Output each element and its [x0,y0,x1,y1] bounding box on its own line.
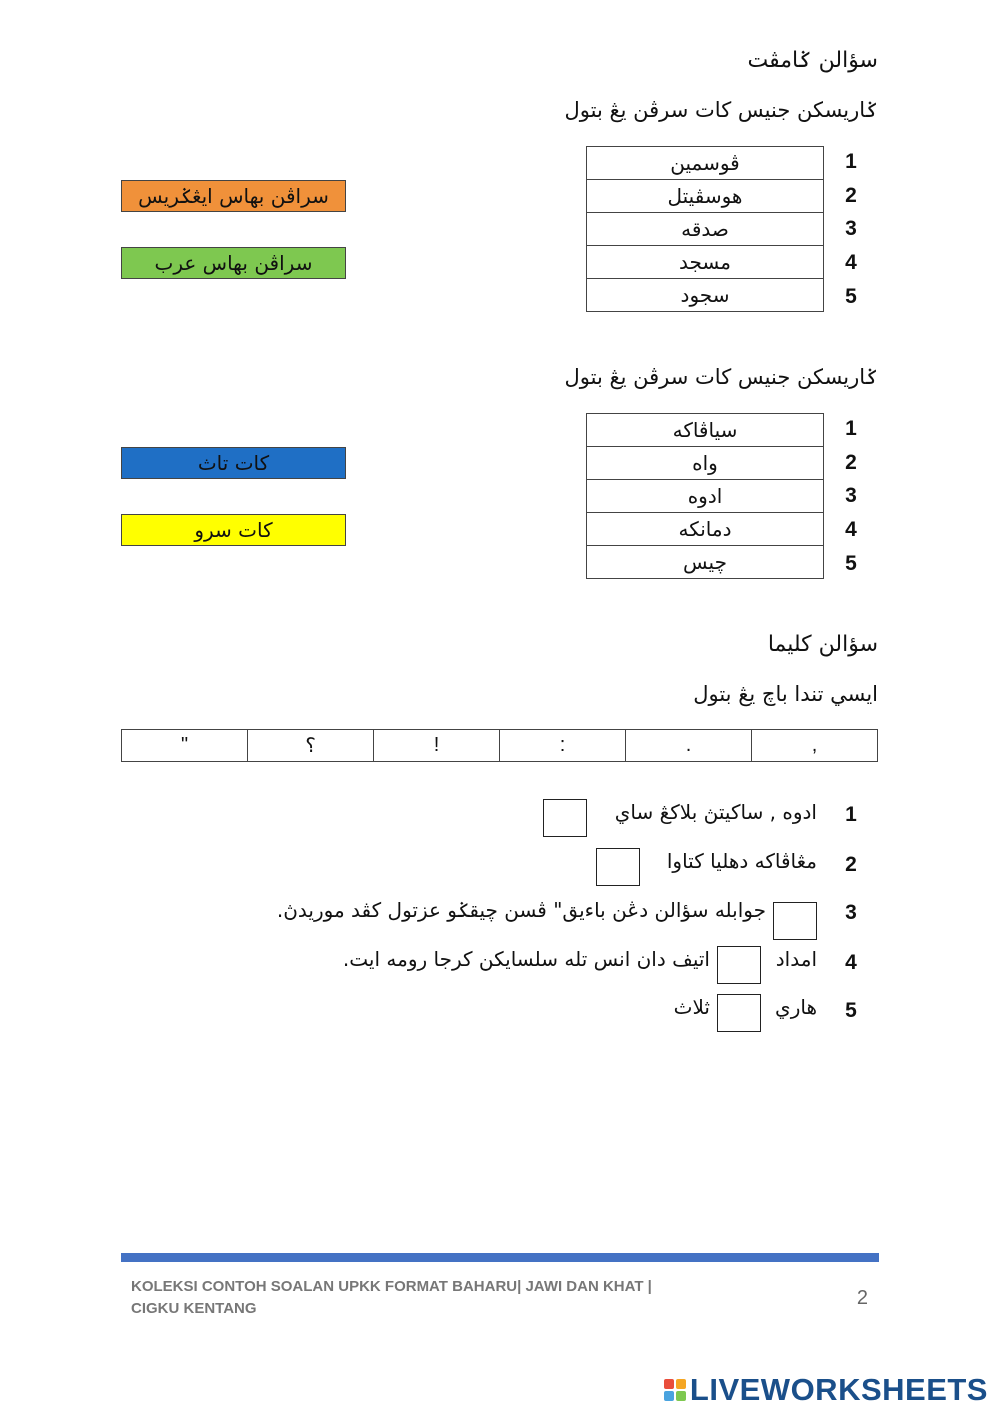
word-cell[interactable]: واه [587,447,824,480]
sentence-number: 3 [845,901,857,924]
liveworksheets-logo-icon [664,1379,686,1401]
question1-instruction: ݢاريسکن جنيس کات سرڤن يڠ بتول [564,98,878,122]
option-interjection-word[interactable]: کات تاث [121,447,346,479]
option-english-loanword[interactable]: سراڤن بهاس ايڠݢريس [121,180,346,212]
option-arabic-loanword[interactable]: سراڤن بهاس عرب [121,247,346,279]
answer-drop-box[interactable] [773,902,817,940]
section-heading-kelima: سؤالن کليما [767,632,878,657]
page-number: 2 [856,1287,868,1309]
section-heading-gampat: سؤالن ݢامڤت [747,48,878,73]
row-number: 4 [845,518,857,541]
row-number: 5 [845,552,857,575]
sentence-text: اتيف دان انس تله سلسايکن کرجا رومه ايت. [342,947,710,971]
liveworksheets-brand[interactable] [664,1372,988,1408]
sentence-number: 4 [845,951,857,974]
table-row [122,730,878,762]
answer-drop-box[interactable] [596,848,640,886]
table-row[interactable] [587,546,824,579]
table-row[interactable] [587,279,824,312]
word-cell[interactable]: مسجد [587,246,824,279]
footer-text: KOLEKSI CONTOH SOALAN UPKK FORMAT BAHARU| JAWI DAN KHAT | CIGKU KENTANG [131,1278,652,1317]
sentence-text: جوابله سؤالن دڠن باءيق" ڤسن چيقݢو عزتول کڤد موريدڽ. [276,898,766,922]
word-cell[interactable]: چيس [587,546,824,579]
word-cell[interactable]: سجود [587,279,824,312]
row-number: 1 [845,150,857,173]
punctuation-quote[interactable]: " [122,730,248,762]
row-number: 3 [845,484,857,507]
sentence-text: ثلاث [673,995,710,1019]
sentence-number: 2 [845,853,857,876]
sentence-number: 5 [845,999,857,1022]
word-cell[interactable]: هوسڤيتل [587,180,824,213]
row-number: 3 [845,217,857,240]
sentence-text: هاري [775,995,817,1019]
table-row[interactable] [587,180,824,213]
table-row[interactable] [587,513,824,546]
option-exclamation-word[interactable]: کات سرو [121,514,346,546]
punctuation-colon[interactable]: : [500,730,626,762]
sentence-text: ادوه , ساکيتڽ بلاکڠ ساي [614,800,817,824]
sentence-text: امداد [775,947,817,971]
word-cell[interactable]: سياڤاکه [587,414,824,447]
row-number: 4 [845,251,857,274]
sentence-text: مڠاڤاکه دهليا کتاوا [666,849,817,873]
footer-divider [121,1253,879,1262]
row-number: 5 [845,285,857,308]
question2-word-table [586,413,824,579]
answer-drop-box[interactable] [717,994,761,1032]
row-number: 2 [845,451,857,474]
answer-drop-box[interactable] [717,946,761,984]
sentence-number: 1 [845,803,857,826]
punctuation-table [121,729,878,762]
answer-drop-box[interactable] [543,799,587,837]
table-row[interactable] [587,213,824,246]
word-cell[interactable]: صدقه [587,213,824,246]
row-number: 2 [845,184,857,207]
punctuation-question[interactable]: ؟ [248,730,374,762]
punctuation-exclamation[interactable]: ! [374,730,500,762]
brand-name: LIVEWORKSHEETS [689,1372,988,1407]
word-cell[interactable]: دمانکه [587,513,824,546]
table-row[interactable] [587,147,824,180]
word-cell[interactable]: ادوه [587,480,824,513]
table-row[interactable] [587,246,824,279]
question1-word-table [586,146,824,312]
word-cell[interactable]: ڤوسمين [587,147,824,180]
table-row[interactable] [587,414,824,447]
table-row[interactable] [587,480,824,513]
punctuation-comma[interactable]: , [752,730,878,762]
punctuation-period[interactable]: . [626,730,752,762]
question3-instruction: ايسي تندا باچ يڠ بتول [693,682,878,706]
row-number: 1 [845,417,857,440]
table-row[interactable] [587,447,824,480]
question2-instruction: ݢاريسکن جنيس کات سرڤن يڠ بتول [564,365,878,389]
